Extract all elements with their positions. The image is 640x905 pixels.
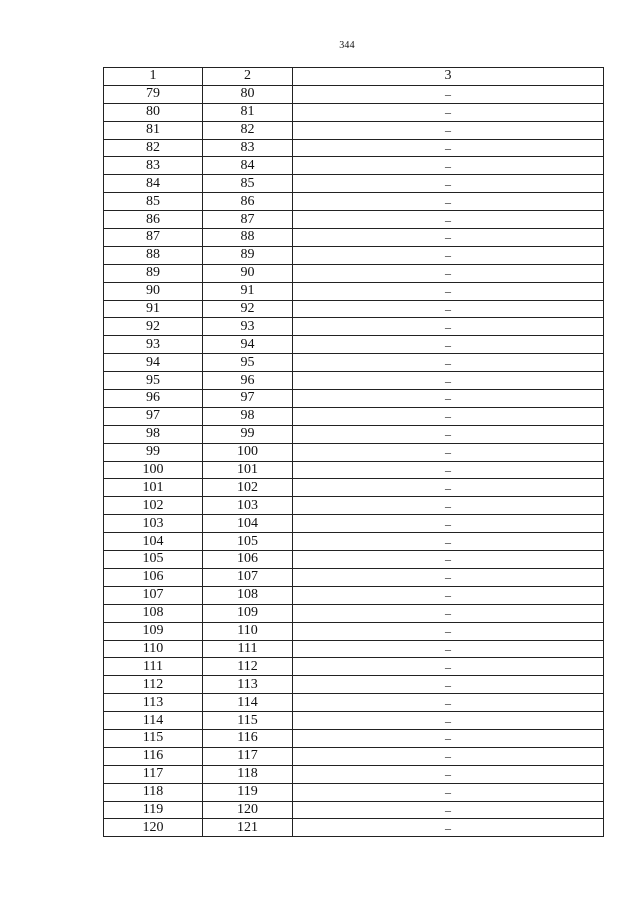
table-cell-col-3: –: [293, 622, 604, 640]
table-row: [104, 193, 604, 211]
table-cell-col-2: 103: [203, 497, 293, 515]
table-cell-col-2: 92: [203, 300, 293, 318]
table-cell-col-2: 94: [203, 336, 293, 354]
table-cell-col-3: –: [293, 318, 604, 336]
table-cell-col-2: 100: [203, 443, 293, 461]
table-cell-col-1: 93: [104, 336, 203, 354]
table-cell-col-2: 97: [203, 390, 293, 408]
table-cell-col-1: 106: [104, 568, 203, 586]
table-row: [104, 318, 604, 336]
table-cell-col-3: –: [293, 85, 604, 103]
table-cell-col-3: –: [293, 586, 604, 604]
table-row: [104, 568, 604, 586]
table-cell-col-1: 103: [104, 515, 203, 533]
page-number: 344: [339, 40, 355, 51]
table-cell-col-1: 81: [104, 121, 203, 139]
table-cell-col-2: 98: [203, 407, 293, 425]
table-cell-col-3: –: [293, 801, 604, 819]
table-row: [104, 747, 604, 765]
table-cell-col-3: –: [293, 747, 604, 765]
table-cell-col-3: –: [293, 712, 604, 730]
table-cell-col-3: –: [293, 229, 604, 247]
table-header: [104, 68, 604, 86]
table-cell-col-2: 113: [203, 676, 293, 694]
table-cell-col-2: 90: [203, 264, 293, 282]
table-cell-col-1: 101: [104, 479, 203, 497]
table-cell-col-1: 109: [104, 622, 203, 640]
table-cell-col-3: –: [293, 354, 604, 372]
table-row: [104, 229, 604, 247]
table-row: [104, 801, 604, 819]
table-row: [104, 533, 604, 551]
table-cell-col-2: 87: [203, 211, 293, 229]
table-cell-col-3: –: [293, 300, 604, 318]
table-cell-col-1: 98: [104, 425, 203, 443]
table-row: [104, 622, 604, 640]
table-cell-col-2: 82: [203, 121, 293, 139]
table-row: [104, 551, 604, 569]
table-row: [104, 676, 604, 694]
table-cell-col-2: 86: [203, 193, 293, 211]
table-row: [104, 765, 604, 783]
table-cell-col-3: –: [293, 372, 604, 390]
table-cell-col-1: 97: [104, 407, 203, 425]
table-cell-col-2: 119: [203, 783, 293, 801]
table-cell-col-1: 116: [104, 747, 203, 765]
table-row: [104, 139, 604, 157]
table-row: [104, 121, 604, 139]
column-header-2: 2: [203, 68, 293, 86]
table-cell-col-3: –: [293, 390, 604, 408]
table-cell-col-2: 101: [203, 461, 293, 479]
table-cell-col-3: –: [293, 461, 604, 479]
table-cell-col-3: –: [293, 246, 604, 264]
table-cell-col-1: 84: [104, 175, 203, 193]
table-cell-col-2: 105: [203, 533, 293, 551]
table-cell-col-1: 111: [104, 658, 203, 676]
table-row: [104, 461, 604, 479]
data-table: [103, 67, 604, 837]
table-cell-col-1: 112: [104, 676, 203, 694]
table-cell-col-1: 108: [104, 604, 203, 622]
table-cell-col-2: 102: [203, 479, 293, 497]
table-cell-col-1: 80: [104, 103, 203, 121]
table-cell-col-1: 86: [104, 211, 203, 229]
table-row: [104, 282, 604, 300]
table-cell-col-1: 88: [104, 246, 203, 264]
table-cell-col-3: –: [293, 425, 604, 443]
table-row: [104, 264, 604, 282]
table-cell-col-1: 104: [104, 533, 203, 551]
table-cell-col-3: –: [293, 121, 604, 139]
table-cell-col-1: 85: [104, 193, 203, 211]
table-row: [104, 336, 604, 354]
table-row: [104, 85, 604, 103]
table-cell-col-2: 117: [203, 747, 293, 765]
table-cell-col-3: –: [293, 282, 604, 300]
table-cell-col-3: –: [293, 640, 604, 658]
table-cell-col-3: –: [293, 658, 604, 676]
table-cell-col-3: –: [293, 139, 604, 157]
table-cell-col-3: –: [293, 103, 604, 121]
table-cell-col-3: –: [293, 515, 604, 533]
table-cell-col-3: –: [293, 211, 604, 229]
table-cell-col-1: 92: [104, 318, 203, 336]
table-cell-col-1: 120: [104, 819, 203, 837]
table-cell-col-3: –: [293, 568, 604, 586]
table-row: [104, 246, 604, 264]
table-cell-col-3: –: [293, 694, 604, 712]
table-row: [104, 157, 604, 175]
table-body: [104, 85, 604, 836]
table-cell-col-1: 90: [104, 282, 203, 300]
table-cell-col-1: 91: [104, 300, 203, 318]
table-cell-col-1: 102: [104, 497, 203, 515]
table-cell-col-2: 107: [203, 568, 293, 586]
table-cell-col-2: 121: [203, 819, 293, 837]
table-cell-col-2: 116: [203, 729, 293, 747]
table-row: [104, 211, 604, 229]
table-cell-col-3: –: [293, 604, 604, 622]
table-cell-col-1: 82: [104, 139, 203, 157]
table-cell-col-1: 83: [104, 157, 203, 175]
table-row: [104, 443, 604, 461]
table-cell-col-2: 109: [203, 604, 293, 622]
table-cell-col-2: 95: [203, 354, 293, 372]
table-cell-col-2: 108: [203, 586, 293, 604]
table-row: [104, 497, 604, 515]
table-cell-col-3: –: [293, 336, 604, 354]
table-cell-col-1: 105: [104, 551, 203, 569]
table-cell-col-3: –: [293, 264, 604, 282]
table-cell-col-1: 94: [104, 354, 203, 372]
table-cell-col-3: –: [293, 783, 604, 801]
table-cell-col-1: 79: [104, 85, 203, 103]
table-cell-col-2: 88: [203, 229, 293, 247]
table-cell-col-3: –: [293, 551, 604, 569]
column-header-1: 1: [104, 68, 203, 86]
table-cell-col-2: 110: [203, 622, 293, 640]
table-cell-col-2: 81: [203, 103, 293, 121]
table-row: [104, 372, 604, 390]
table-cell-col-3: –: [293, 497, 604, 515]
table-cell-col-3: –: [293, 819, 604, 837]
table-cell-col-1: 110: [104, 640, 203, 658]
table-cell-col-1: 114: [104, 712, 203, 730]
table-cell-col-2: 120: [203, 801, 293, 819]
table-cell-col-3: –: [293, 765, 604, 783]
table-cell-col-2: 84: [203, 157, 293, 175]
table-row: [104, 515, 604, 533]
table-cell-col-2: 85: [203, 175, 293, 193]
table-cell-col-3: –: [293, 676, 604, 694]
table-cell-col-3: –: [293, 443, 604, 461]
table-row: [104, 390, 604, 408]
table-row: [104, 479, 604, 497]
table-row: [104, 103, 604, 121]
table-cell-col-2: 118: [203, 765, 293, 783]
table-cell-col-2: 112: [203, 658, 293, 676]
table-cell-col-3: –: [293, 157, 604, 175]
column-header-3: 3: [293, 68, 604, 86]
table-cell-col-3: –: [293, 533, 604, 551]
table-row: [104, 694, 604, 712]
table-row: [104, 658, 604, 676]
table-cell-col-2: 91: [203, 282, 293, 300]
table-cell-col-3: –: [293, 193, 604, 211]
table-cell-col-2: 93: [203, 318, 293, 336]
table-cell-col-1: 87: [104, 229, 203, 247]
table-cell-col-3: –: [293, 479, 604, 497]
table-cell-col-1: 117: [104, 765, 203, 783]
table-cell-col-1: 113: [104, 694, 203, 712]
table-cell-col-2: 89: [203, 246, 293, 264]
table-cell-col-2: 80: [203, 85, 293, 103]
header-row: [104, 68, 604, 86]
table-row: [104, 175, 604, 193]
table-row: [104, 407, 604, 425]
table-row: [104, 354, 604, 372]
table-row: [104, 640, 604, 658]
table-cell-col-1: 99: [104, 443, 203, 461]
table-cell-col-1: 95: [104, 372, 203, 390]
table-cell-col-2: 83: [203, 139, 293, 157]
table-row: [104, 783, 604, 801]
table-cell-col-2: 106: [203, 551, 293, 569]
table-row: [104, 300, 604, 318]
table-cell-col-1: 119: [104, 801, 203, 819]
table-row: [104, 729, 604, 747]
table-cell-col-1: 115: [104, 729, 203, 747]
table-row: [104, 425, 604, 443]
table-cell-col-3: –: [293, 175, 604, 193]
table-cell-col-1: 89: [104, 264, 203, 282]
table-cell-col-2: 111: [203, 640, 293, 658]
table-cell-col-1: 96: [104, 390, 203, 408]
table-row: [104, 819, 604, 837]
table-row: [104, 604, 604, 622]
table-cell-col-2: 115: [203, 712, 293, 730]
table-cell-col-1: 118: [104, 783, 203, 801]
table-row: [104, 586, 604, 604]
table-cell-col-3: –: [293, 407, 604, 425]
table-cell-col-1: 100: [104, 461, 203, 479]
table-row: [104, 712, 604, 730]
table-cell-col-2: 114: [203, 694, 293, 712]
table-cell-col-2: 96: [203, 372, 293, 390]
table-cell-col-1: 107: [104, 586, 203, 604]
table-cell-col-2: 104: [203, 515, 293, 533]
table-cell-col-3: –: [293, 729, 604, 747]
table-cell-col-2: 99: [203, 425, 293, 443]
